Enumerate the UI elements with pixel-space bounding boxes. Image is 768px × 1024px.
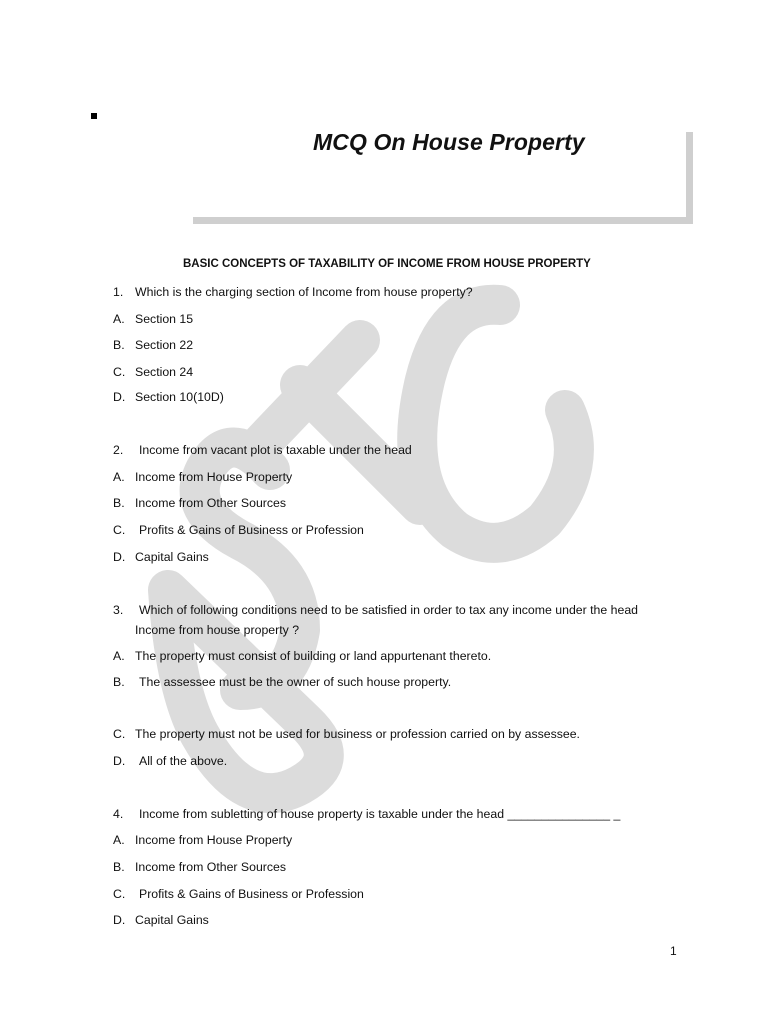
question-text: Income from subletting of house property is taxable under the head _______________ _ (139, 807, 621, 821)
option-text: Section 10(10D) (135, 390, 224, 404)
option-label: B. (113, 675, 125, 689)
option-label: D. (113, 754, 126, 768)
option-text: Section 24 (135, 365, 194, 379)
question-text: Income from vacant plot is taxable under the head (139, 443, 412, 457)
option-text: All of the above. (139, 754, 228, 768)
option-label: A. (113, 312, 125, 326)
option-label: C. (113, 887, 126, 901)
option-text: Section 15 (135, 312, 194, 326)
section-heading: BASIC CONCEPTS OF TAXABILITY OF INCOME FROM HOUSE PROPERTY (183, 258, 591, 270)
option-label: D. (113, 390, 126, 404)
question-number: 1. (113, 285, 124, 299)
option-label: B. (113, 496, 125, 510)
option-text: The property must consist of building or land appurtenant thereto. (135, 649, 492, 663)
page-number: 1 (670, 944, 677, 958)
option-text: Capital Gains (135, 913, 209, 927)
question-text-continued: Income from house property ? (135, 623, 300, 637)
option-label: B. (113, 860, 125, 874)
bullet-marker (91, 113, 97, 119)
option-text: Capital Gains (135, 550, 209, 564)
document-title: MCQ On House Property (313, 129, 585, 155)
option-label: D. (113, 550, 126, 564)
question-number: 2. (113, 443, 124, 457)
option-label: C. (113, 523, 126, 537)
title-frame-shadow-bottom (193, 217, 693, 224)
option-label: A. (113, 649, 125, 663)
option-label: C. (113, 727, 126, 741)
option-text: The property must not be used for business or profession carried on by assessee. (135, 727, 580, 741)
question-number: 3. (113, 603, 124, 617)
option-label: A. (113, 470, 125, 484)
option-text: Income from Other Sources (135, 860, 287, 874)
question-number: 4. (113, 807, 124, 821)
question-text: Which of following conditions need to be satisfied in order to tax any income under the head (139, 603, 639, 617)
option-text: The assessee must be the owner of such house property. (139, 675, 452, 689)
option-text: Income from Other Sources (135, 496, 287, 510)
option-label: C. (113, 365, 126, 379)
option-text: Profits & Gains of Business or Profession (139, 887, 364, 901)
question-text: Which is the charging section of Income from house property? (135, 285, 473, 299)
option-label: D. (113, 913, 126, 927)
option-label: A. (113, 833, 125, 847)
title-frame-shadow-right (686, 132, 693, 224)
option-text: Profits & Gains of Business or Profession (139, 523, 364, 537)
option-text: Income from House Property (135, 833, 293, 847)
option-text: Income from House Property (135, 470, 293, 484)
option-label: B. (113, 338, 125, 352)
option-text: Section 22 (135, 338, 194, 352)
